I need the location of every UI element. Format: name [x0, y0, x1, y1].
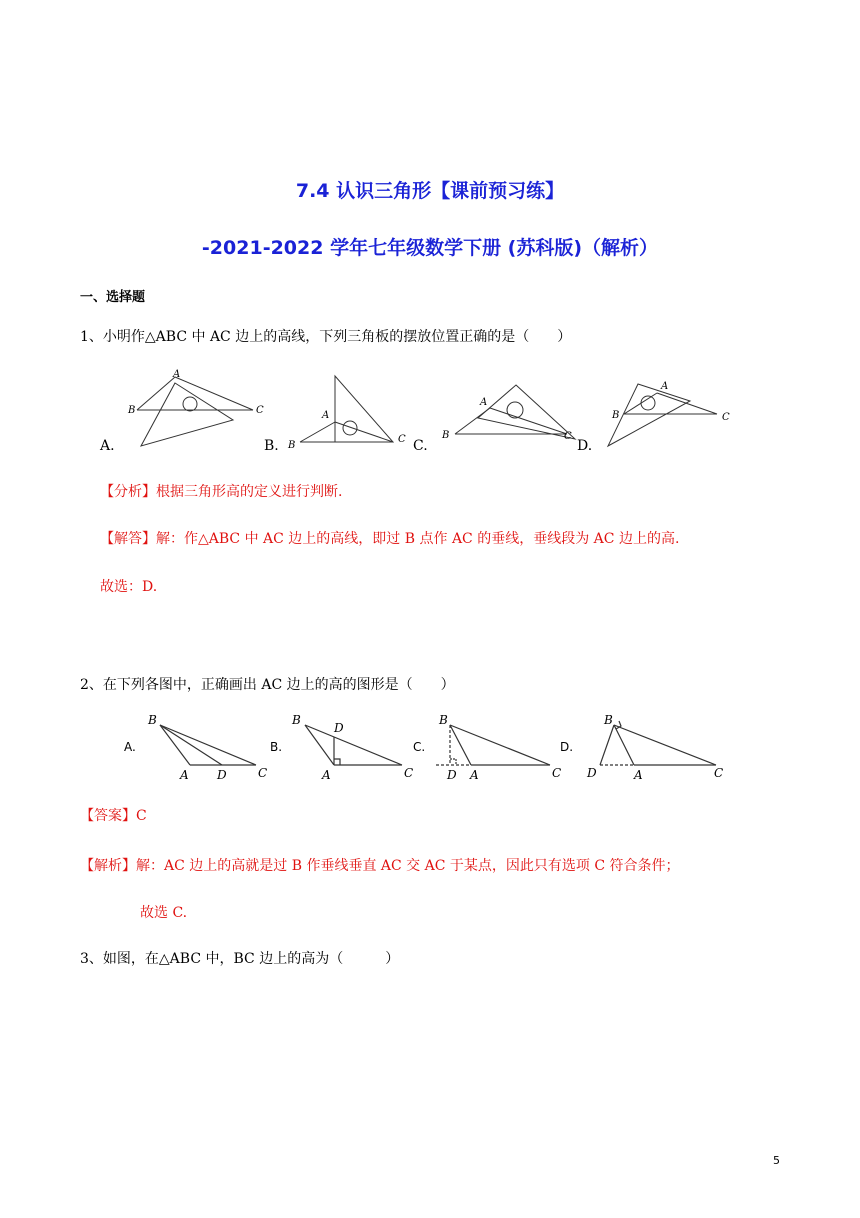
q1c-label-a: A [480, 397, 488, 408]
q2c-label-a: A [470, 768, 479, 782]
q1-analysis: 【分析】根据三角形高的定义进行判断. [100, 484, 343, 500]
q1c-label-c: C [564, 431, 572, 442]
q2a-label-c: C [258, 766, 268, 780]
section-heading: 一、选择题 [80, 290, 146, 305]
q1a-label-c: C [256, 405, 264, 416]
q2d-label-c: C [714, 766, 724, 780]
q2c-label-d: D [447, 768, 457, 782]
q1-choice: 故选：D. [100, 579, 158, 595]
q1d-label-b: B [612, 410, 620, 421]
q2-figure-d [600, 721, 716, 765]
q1-figure-a [137, 377, 253, 446]
question-3-stem: 3、如图，在△ABC 中，BC 边上的高为（ ） [80, 951, 400, 967]
q2a-label-b: B [148, 713, 157, 727]
q1-option-a: A. [100, 438, 115, 454]
q2d-label-b: B [604, 713, 613, 727]
q1d-label-a: A [661, 381, 669, 392]
q2c-label-b: B [439, 713, 448, 727]
question-1-figures [0, 360, 860, 460]
q2a-label-d: D [217, 768, 227, 782]
document-subtitle: -2021-2022 学年七年级数学下册 (苏科版)（解析） [201, 237, 659, 259]
q1a-label-b: B [128, 405, 136, 416]
q2a-label-a: A [180, 768, 189, 782]
q2-option-c: C. [413, 740, 426, 754]
q1-figure-c [455, 385, 575, 439]
q2-figure-c [436, 725, 550, 765]
page-number: 5 [773, 1154, 780, 1167]
q1b-label-a: A [322, 410, 330, 421]
q1-option-b: B. [264, 438, 279, 454]
q2-choice: 故选 C. [140, 905, 188, 921]
q1c-label-b: B [442, 430, 450, 441]
q1-figure-d [608, 384, 717, 446]
q1-figure-b [300, 376, 393, 442]
question-2-stem: 2、在下列各图中，正确画出 AC 边上的高的图形是（ ） [80, 677, 455, 693]
q1-solution: 【解答】解：作△ABC 中 AC 边上的高线，即过 B 点作 AC 的垂线，垂线段为 AC 边上的高. [100, 531, 680, 547]
q1a-label-a: A [173, 369, 181, 380]
q2d-label-a: A [634, 768, 643, 782]
q2-answer: 【答案】C [80, 808, 147, 824]
q2-figure-a [160, 725, 256, 765]
q2b-label-a: A [322, 768, 331, 782]
document-title: 7.4 认识三角形【课前预习练】 [295, 180, 565, 202]
q1b-label-b: B [288, 440, 296, 451]
q1b-label-c: C [398, 434, 406, 445]
q2-option-a: A. [124, 740, 136, 754]
q2-explanation: 【解析】解：AC 边上的高就是过 B 作垂线垂直 AC 交 AC 于某点，因此只有选项 C 符合条件； [80, 858, 680, 874]
q2-option-b: B. [270, 740, 283, 754]
q2-option-d: D. [560, 740, 574, 754]
q2b-label-c: C [404, 766, 414, 780]
q2-figure-b [305, 725, 402, 765]
q1d-label-c: C [722, 412, 730, 423]
q1-option-d: D. [577, 438, 593, 454]
q2d-label-d: D [587, 766, 597, 780]
q2c-label-c: C [552, 766, 562, 780]
q2b-label-b: B [292, 713, 301, 727]
q1-option-c: C. [413, 438, 428, 454]
question-1-stem: 1、小明作△ABC 中 AC 边上的高线，下列三角板的摆放位置正确的是（ ） [80, 329, 572, 345]
q2b-label-d: D [334, 721, 344, 735]
